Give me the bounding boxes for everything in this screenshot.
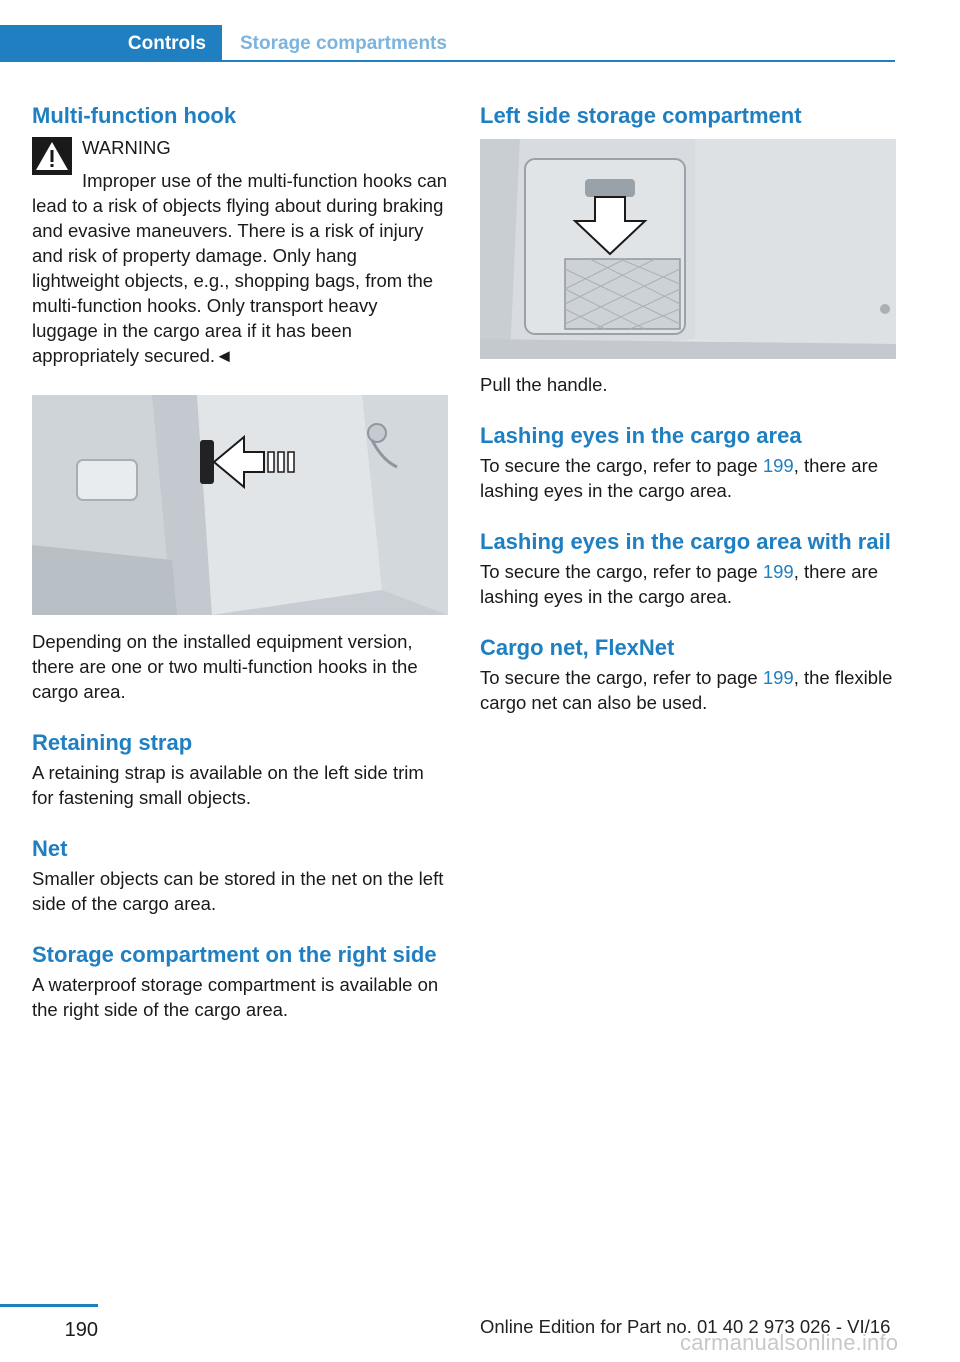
lashing-eyes-text bbox=[480, 453, 896, 503]
multi-hook-caption: Depending on the installed equipment version, there are one or two multi-function hooks in the cargo area. bbox=[32, 631, 418, 702]
cargo-area-hook-illustration bbox=[32, 395, 448, 615]
tab-controls[interactable]: Controls bbox=[0, 25, 222, 62]
section-cargo-net bbox=[480, 635, 896, 715]
page-number: 190 bbox=[0, 1304, 98, 1342]
section-storage-right bbox=[32, 942, 448, 1022]
lashing-eyes-rail-text-after: , there are lashing eyes in the cargo area. bbox=[480, 561, 879, 607]
storage-right-text: A waterproof storage compartment is available on the right side of the cargo area. bbox=[32, 974, 439, 1020]
left-column bbox=[32, 100, 448, 1022]
warning-block bbox=[32, 135, 448, 368]
lashing-eyes-text-after: , there are lashing eyes in the cargo area. bbox=[480, 455, 879, 501]
retaining-strap-text: A retaining strap is available on the left side trim for fastening small objects. bbox=[32, 762, 424, 808]
section-retaining-strap bbox=[32, 730, 448, 810]
storage-compartment-illustration bbox=[480, 139, 896, 359]
lashing-eyes-rail-text-before: To secure the cargo, refer to page bbox=[480, 561, 763, 582]
page-ref-link[interactable]: 199 bbox=[762, 667, 794, 688]
heading-lashing-eyes-rail: Lashing eyes in the cargo area with rail bbox=[480, 529, 891, 554]
edition-info: Online Edition for Part no. 01 40 2 973 026 - VI/16 bbox=[480, 1316, 891, 1337]
heading-lashing-eyes: Lashing eyes in the cargo area bbox=[480, 423, 802, 448]
net-text: Smaller objects can be stored in the net on the left side of the cargo area. bbox=[32, 868, 444, 914]
warning-triangle-icon bbox=[32, 137, 72, 175]
watermark: carmanualsonline.info bbox=[680, 1330, 899, 1355]
section-lashing-eyes-rail bbox=[480, 529, 896, 609]
multi-function-hook-image bbox=[32, 395, 448, 615]
header-divider bbox=[0, 60, 895, 62]
lashing-eyes-rail-text bbox=[480, 559, 896, 609]
warning-label: WARNING bbox=[82, 137, 171, 158]
page-header bbox=[0, 0, 895, 62]
page-ref-link[interactable]: 199 bbox=[762, 455, 794, 476]
tab-storage-compartments[interactable]: Storage compartments bbox=[240, 32, 447, 54]
heading-cargo-net: Cargo net, FlexNet bbox=[480, 635, 675, 660]
page-ref-link[interactable]: 199 bbox=[762, 561, 794, 582]
right-column bbox=[480, 100, 896, 715]
section-lashing-eyes bbox=[480, 423, 896, 503]
heading-net: Net bbox=[32, 836, 68, 861]
left-storage-caption: Pull the handle. bbox=[480, 374, 608, 395]
heading-left-storage: Left side storage compartment bbox=[480, 103, 802, 128]
warning-text: Improper use of the multi-function hooks can lead to a risk of objects flying about during braking and evasive maneuvers. There is a risk of injury and risk of property damage. Only hang lightweight objects, e.g., shopping bags, from the multi-function hooks. Only transport heavy luggage in the cargo area if it has been appropriately secured.◄ bbox=[32, 170, 448, 366]
heading-storage-right: Storage compartment on the right side bbox=[32, 942, 437, 967]
section-net bbox=[32, 836, 448, 916]
cargo-net-text-after: , the flexible cargo net can also be used. bbox=[480, 667, 893, 713]
heading-retaining-strap: Retaining strap bbox=[32, 730, 193, 755]
cargo-net-text bbox=[480, 665, 896, 715]
heading-multi-function-hook: Multi-function hook bbox=[32, 103, 237, 128]
cargo-net-text-before: To secure the cargo, refer to page bbox=[480, 667, 763, 688]
left-storage-image bbox=[480, 139, 896, 359]
lashing-eyes-text-before: To secure the cargo, refer to page bbox=[480, 455, 763, 476]
